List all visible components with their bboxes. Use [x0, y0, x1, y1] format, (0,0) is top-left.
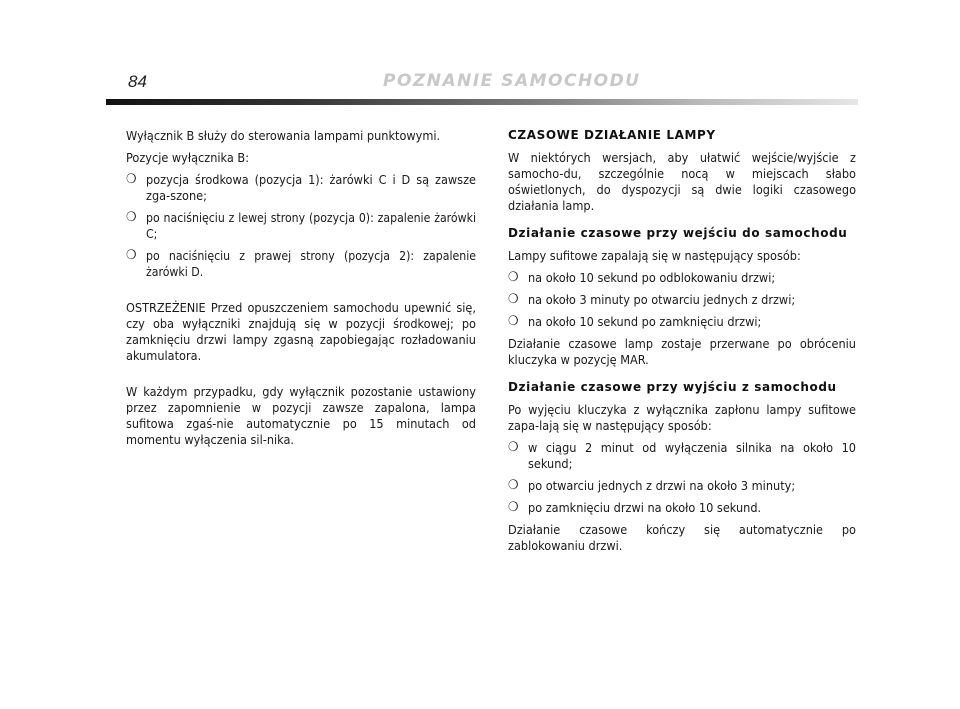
page-number: 84 — [128, 72, 147, 91]
paragraph-switch-b: Wyłącznik B służy do sterowania lampami punktowymi. — [126, 128, 441, 143]
entry-lead: Lampy sufitowe zapalają się w następujący sposób: — [508, 248, 801, 263]
list-item: ❍ na około 10 sekund po odblokowaniu drzwi; — [508, 270, 776, 285]
list-item: ❍ po naciśnięciu z prawej strony (pozycja 2): zapalenie żarówki D. — [126, 248, 476, 279]
bullet-icon: ❍ — [508, 292, 519, 307]
right-column — [508, 128, 856, 560]
exit-lead: Po wyjęciu kluczyka z wyłącznika zapłonu lampy sufitowe zapa-lają się w następujący sposób: — [508, 402, 856, 433]
list-item: ❍ po naciśnięciu z lewej strony (pozycja 0): zapalenie żarówki C; — [126, 210, 476, 241]
bullet-icon: ❍ — [126, 210, 137, 225]
section-heading: CZASOWE DZIAŁANIE LAMPY — [508, 128, 716, 142]
list-item: ❍ pozycja środkowa (pozycja 1): żarówki C i D są zawsze zga-szone; — [126, 172, 476, 203]
exit-tail: Działanie czasowe kończy się automatycznie po zablokowaniu drzwi. — [508, 522, 856, 553]
bullet-icon: ❍ — [508, 440, 519, 455]
list-item: ❍ na około 10 sekund po zamknięciu drzwi; — [508, 314, 762, 329]
intro-paragraph: W niektórych wersjach, aby ułatwić wejście/wyjście z samocho-du, szczególnie nocą w miejscach słabo oświetlonych, do dyspozycji są dwie logiki czasowego działania lamp. — [508, 150, 856, 213]
left-column — [126, 128, 476, 454]
list-item: ❍ na około 3 minuty po otwarciu jednych z drzwi; — [508, 292, 796, 307]
bullet-icon: ❍ — [508, 314, 519, 329]
paragraph-auto-off: W każdym przypadku, gdy wyłącznik pozostanie ustawiony przez zapomnienie w pozycji zawsze zapalona, lampa sufitowa zgaś-nie automatycznie po 15 minutach od momentu wyłączenia sil-nika. — [126, 384, 476, 447]
exit-list — [508, 440, 856, 516]
subheading-exit: Działanie czasowe przy wyjściu z samochodu — [508, 380, 837, 394]
paragraph-positions: Pozycje wyłącznika B: — [126, 150, 250, 165]
bullet-icon: ❍ — [508, 500, 519, 515]
header-rule — [106, 99, 858, 105]
running-title: POZNANIE SAMOCHODU — [383, 71, 641, 91]
bullet-icon: ❍ — [508, 270, 519, 285]
subheading-entry: Działanie czasowe przy wejściu do samochodu — [508, 226, 848, 240]
bullet-icon: ❍ — [126, 172, 137, 187]
entry-list — [508, 270, 856, 330]
bullet-icon: ❍ — [126, 248, 137, 263]
list-item: ❍ w ciągu 2 minut od wyłączenia silnika na około 10 sekund; — [508, 440, 856, 471]
position-list — [126, 172, 476, 280]
list-item: ❍ po zamknięciu drzwi na około 10 sekund. — [508, 500, 762, 515]
bullet-icon: ❍ — [508, 478, 519, 493]
list-item: ❍ po otwarciu jednych z drzwi na około 3 minuty; — [508, 478, 796, 493]
warning-paragraph: OSTRZEŻENIE Przed opuszczeniem samochodu upewnić się, czy oba wyłączniki znajdują się w pozycji środkowej; po zamknięciu drzwi lampy zgasną zapobiegając rozładowaniu akumulatora. — [126, 300, 476, 363]
entry-tail: Działanie czasowe lamp zostaje przerwane po obróceniu kluczyka w pozycję MAR. — [508, 336, 856, 367]
